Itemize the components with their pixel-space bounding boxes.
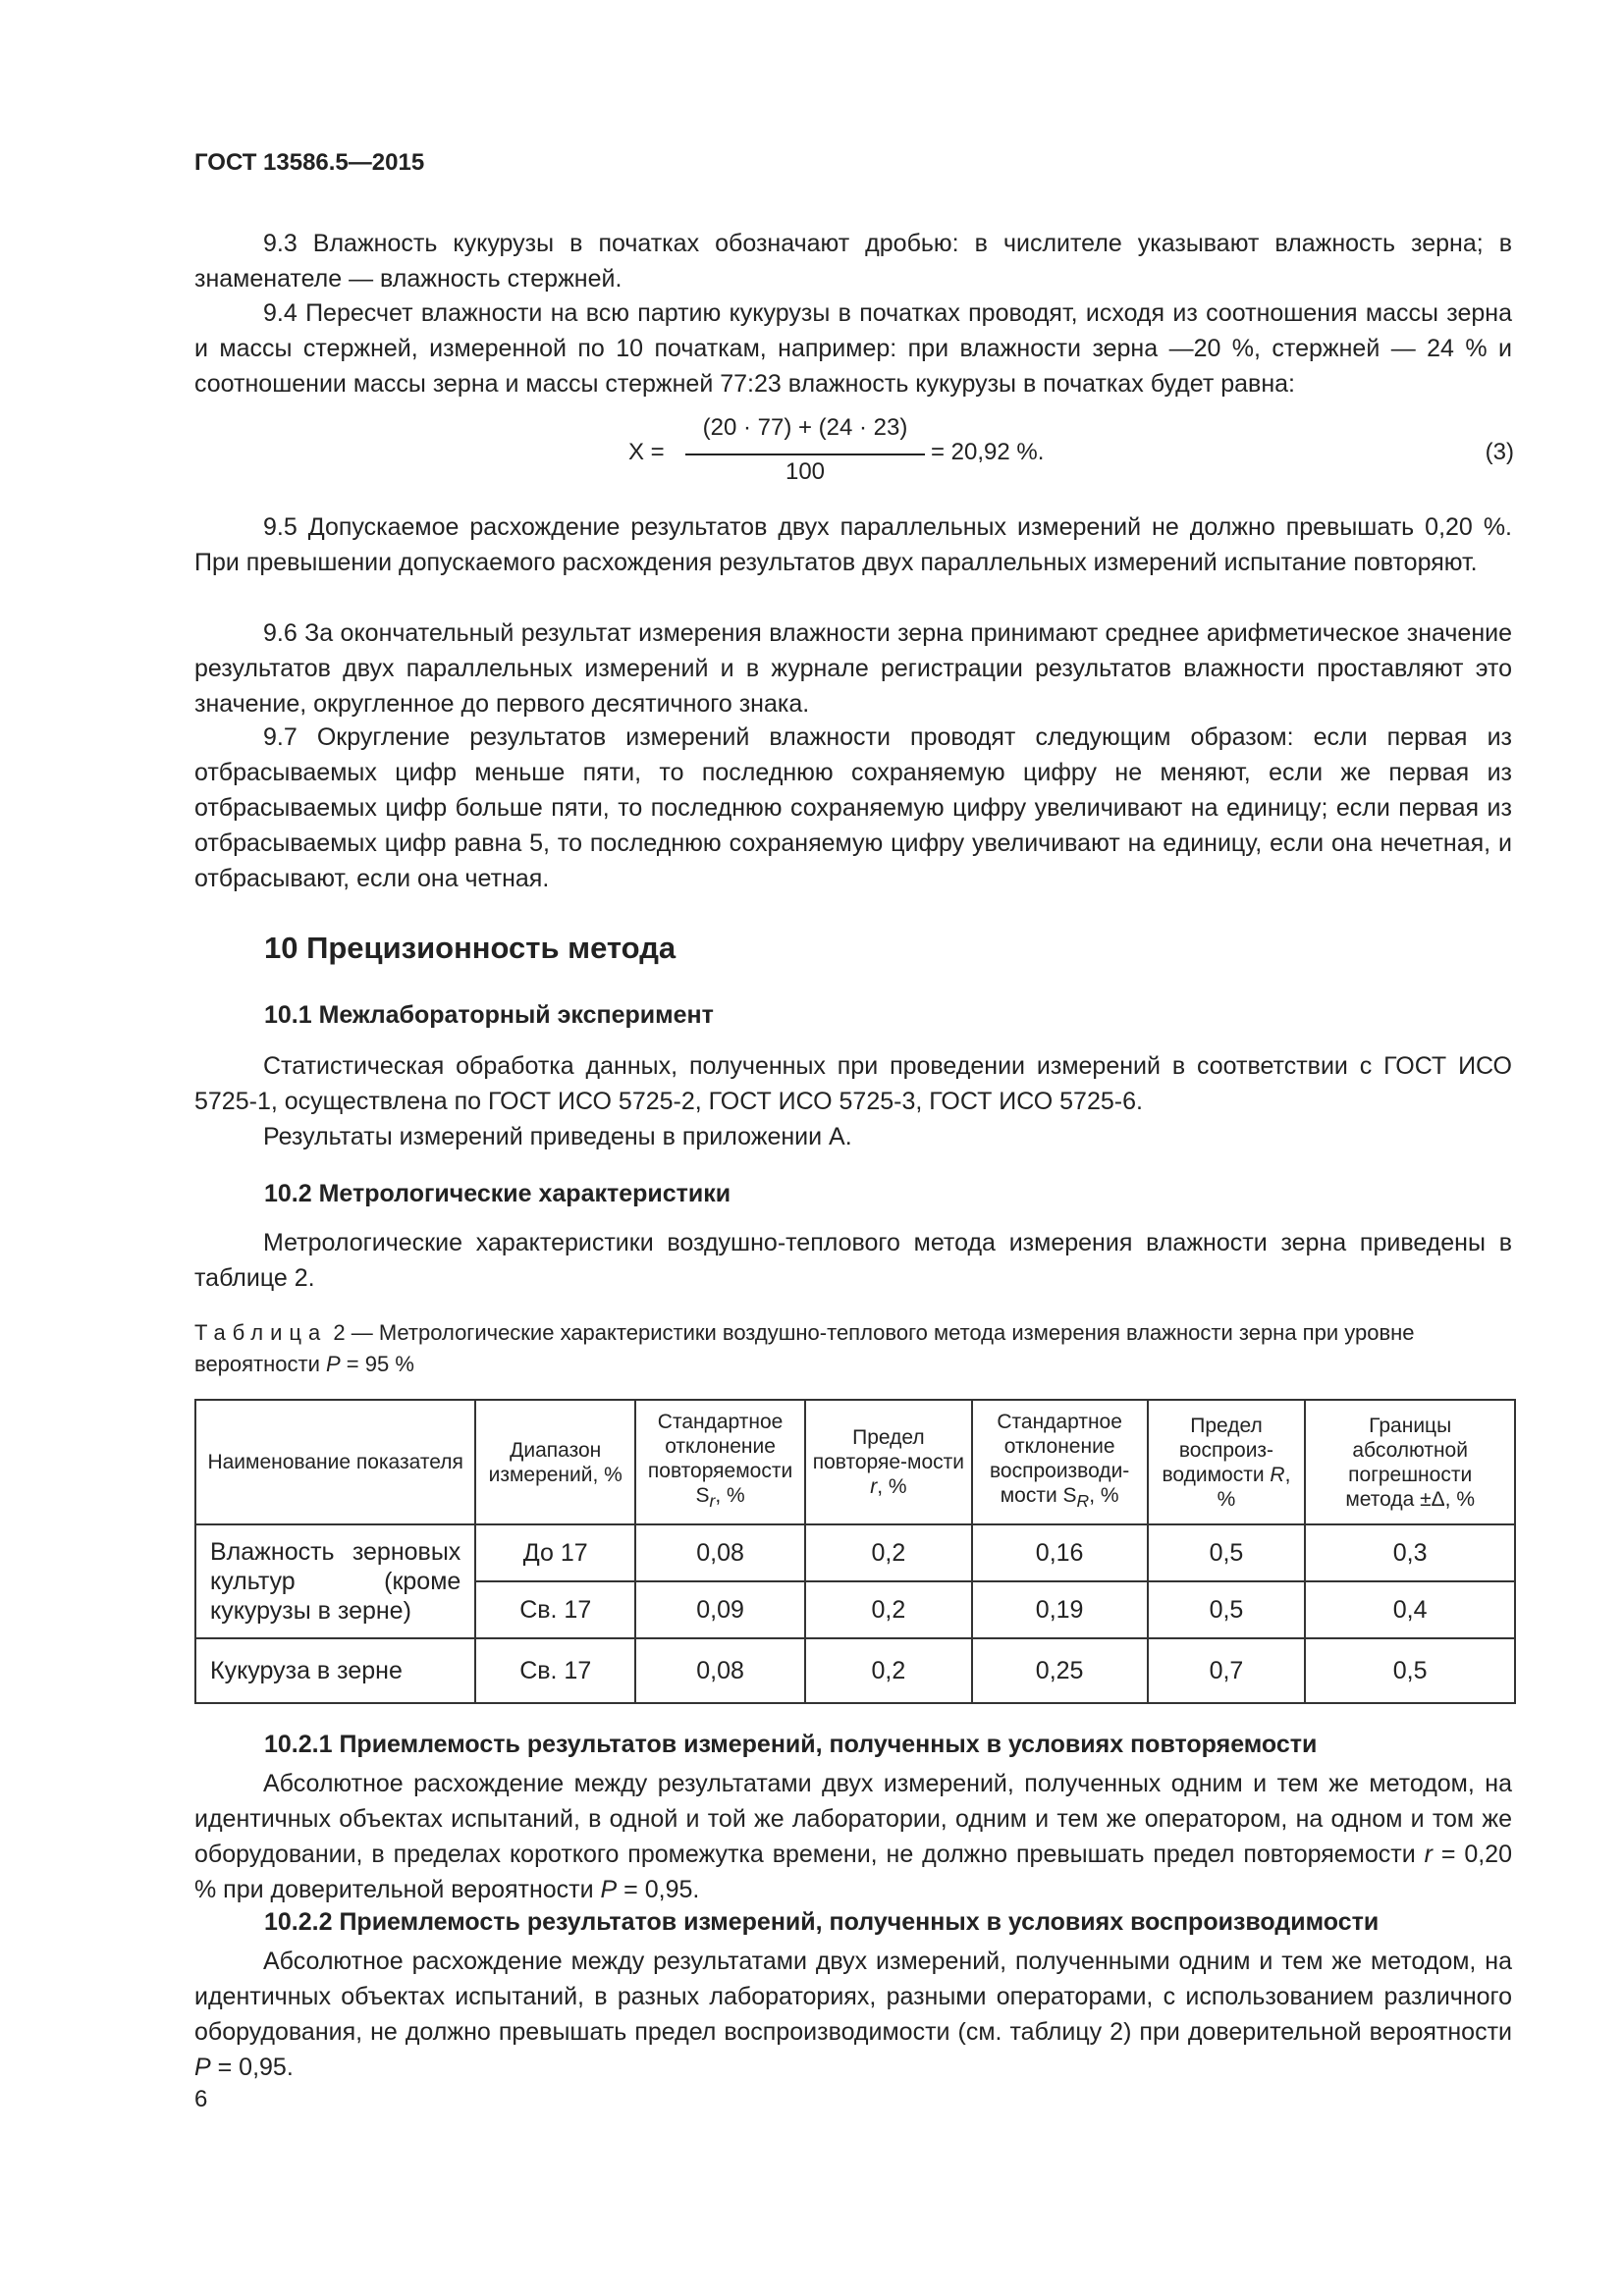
header-repeatability-sd-text: Стандартное отклонение повторяемости S xyxy=(647,1411,793,1508)
header-reproducibility-limit-var: R xyxy=(1270,1463,1285,1486)
header-reproducibility-limit-unit: , % xyxy=(1217,1463,1291,1511)
cell-delta: 0,5 xyxy=(1305,1638,1515,1703)
header-repeatability-sd-unit: , % xyxy=(715,1484,745,1508)
paragraph-10-1-a: Статистическая обработка данных, полученных при проведении измерений в соответствии с ГОСТ ИСО 5725-1, осуществлена по ГОСТ ИСО 5725-2, ГОСТ ИСО 5725-3, ГОСТ ИСО 5725-6. xyxy=(194,1052,1512,1115)
formula-result: = 20,92 %. xyxy=(931,439,1045,465)
paragraph-9-3: 9.3 Влажность кукурузы в початках обозначают дробью: в числителе указывают влажность зерна; в знаменателе — влажность стержней. xyxy=(194,230,1512,293)
header-reproducibility-sd-text: Стандартное отклонение воспроизводи-мости S xyxy=(989,1411,1130,1508)
section-10-2-2-heading: 10.2.2 Приемлемость результатов измерений, полученных в условиях воспроизводимости xyxy=(264,1908,1380,1936)
paragraph-9-6: 9.6 За окончательный результат измерения влажности зерна принимают среднее арифметическое значение результатов двух параллельных измерений и в журнале регистрации результатов влажности проставляют это значение, округленное до первого десятичного знака. xyxy=(194,619,1512,718)
paragraph-10-2-1-mid: = 0,20 % при доверительной вероятности xyxy=(194,1841,1512,1903)
fraction-bar xyxy=(685,454,925,455)
table-2-caption xyxy=(194,1317,1512,1380)
cell-range: Св. 17 xyxy=(475,1638,635,1703)
header-repeatability-sd-sub: r xyxy=(709,1491,716,1512)
table-row xyxy=(195,1638,1515,1703)
header-measurement-range: Диапазон измерений, % xyxy=(475,1400,635,1524)
paragraph-9-4: 9.4 Пересчет влажности на всю партию кукурузы в початках проводят, исходя из соотношения массы зерна и массы стержней, измеренной по 10 початкам, например: при влажности зерна —20 %, стержней — 24 % и соотношении массы зерна и массы стержней 77:23 влажность кукурузы в початках будет равна: xyxy=(194,299,1512,398)
cell-delta: 0,3 xyxy=(1305,1524,1515,1581)
table-caption-text: 2 — Метрологические характеристики воздушно-теплового метода измерения влажности зерна при уровне вероятности xyxy=(194,1320,1415,1376)
metrology-table xyxy=(194,1399,1516,1704)
table-caption-tail: = 95 % xyxy=(340,1352,414,1376)
cell-sr: 0,08 xyxy=(635,1638,805,1703)
paragraph-10-2-1-end: = 0,95. xyxy=(617,1876,700,1903)
header-repeatability-limit-unit: , % xyxy=(877,1475,907,1498)
cell-R: 0,7 xyxy=(1148,1638,1306,1703)
header-indicator-name: Наименование показателя xyxy=(195,1400,475,1524)
header-repeatability-limit xyxy=(805,1400,972,1524)
cell-sr: 0,08 xyxy=(635,1524,805,1581)
formula-numerator: (20 · 77) + (24 · 23) xyxy=(702,414,908,441)
cell-sR: 0,19 xyxy=(972,1581,1148,1638)
table-row xyxy=(195,1524,1515,1581)
page-number: 6 xyxy=(194,2086,208,2112)
header-reproducibility-limit-text: Предел воспроиз-водимости xyxy=(1162,1414,1274,1486)
cell-range: До 17 xyxy=(475,1524,635,1581)
section-10-1-heading: 10.1 Межлабораторный эксперимент xyxy=(264,1001,714,1029)
section-10-heading: 10 Прецизионность метода xyxy=(264,931,677,965)
table-caption-label: Таблица xyxy=(194,1320,328,1345)
row-label-corn-grain: Кукуруза в зерне xyxy=(195,1638,475,1703)
header-error-bounds: Границы абсолютной погрешности метода ±Δ, % xyxy=(1305,1400,1515,1524)
cell-r: 0,2 xyxy=(805,1581,972,1638)
cell-sr: 0,09 xyxy=(635,1581,805,1638)
section-10-2-1-heading: 10.2.1 Приемлемость результатов измерений, полученных в условиях повторяемости xyxy=(264,1731,1318,1758)
var-r: r xyxy=(1424,1841,1433,1868)
paragraph-10-1-b: Результаты измерений приведены в приложении А. xyxy=(263,1123,852,1150)
standard-code-header: ГОСТ 13586.5—2015 xyxy=(194,149,425,176)
table-caption-var: P xyxy=(326,1352,341,1376)
cell-r: 0,2 xyxy=(805,1638,972,1703)
cell-sR: 0,25 xyxy=(972,1638,1148,1703)
cell-range: Св. 17 xyxy=(475,1581,635,1638)
paragraph-10-2-1-text: Абсолютное расхождение между результатами двух измерений, полученных одним и тем же методом, на идентичных объектах испытаний, в одной и той же лаборатории, одним и тем же оператором, на одном и том же оборудовании, в пределах короткого промежутка времени, не должно превышать предел повторяемости xyxy=(194,1770,1512,1868)
formula-number: (3) xyxy=(1485,439,1514,465)
paragraph-10-2-2 xyxy=(194,1944,1512,2085)
header-repeatability-limit-var: r xyxy=(870,1475,878,1498)
paragraph-9-7: 9.7 Округление результатов измерений влажности проводят следующим образом: если первая из отбрасываемых цифр меньше пяти, то последнюю сохраняемую цифру не меняют, если же первая из отбрасываемых цифр больше пяти, то последнюю сохраняемую цифру увеличивают на единицу; если первая из отбрасываемых цифр равна 5, то последнюю сохраняемую цифру увеличивают на единицу, если она нечетная, и отбрасывают, если она четная. xyxy=(194,723,1512,892)
paragraph-9-5: 9.5 Допускаемое расхождение результатов двух параллельных измерений не должно превышать 0,20 %. При превышении допускаемого расхождения результатов двух параллельных измерений испытание повторяют. xyxy=(194,513,1512,576)
header-reproducibility-sd-unit: , % xyxy=(1089,1484,1119,1508)
header-repeatability-limit-text: Предел повторяе-мости xyxy=(812,1426,964,1473)
cell-sR: 0,16 xyxy=(972,1524,1148,1581)
header-reproducibility-sd xyxy=(972,1400,1148,1524)
header-reproducibility-sd-sub: R xyxy=(1076,1491,1090,1512)
formula-lhs: X = xyxy=(628,439,665,465)
cell-delta: 0,4 xyxy=(1305,1581,1515,1638)
paragraph-10-2-1 xyxy=(194,1766,1512,1907)
var-P: P xyxy=(600,1876,618,1903)
formula-3 xyxy=(619,414,1522,493)
header-reproducibility-limit xyxy=(1148,1400,1306,1524)
row-label-grain-crops: Влажность зерновых культур (кроме кукурузы в зерне) xyxy=(195,1524,475,1638)
cell-R: 0,5 xyxy=(1148,1581,1306,1638)
paragraph-10-2-2-text: Абсолютное расхождение между результатами двух измерений, полученными одним и тем же методом, на идентичных объектах испытаний, в разных лабораториях, разными операторами, с использованием различного оборудования, не должно превышать предел воспроизводимости (см. таблицу 2) при доверительной вероятности xyxy=(194,1948,1512,2046)
paragraph-10-2-2-end: = 0,95. xyxy=(210,2054,294,2081)
header-repeatability-sd xyxy=(635,1400,805,1524)
formula-denominator: 100 xyxy=(785,458,826,485)
paragraph-10-2: Метрологические характеристики воздушно-теплового метода измерения влажности зерна приведены в таблице 2. xyxy=(194,1229,1512,1292)
table-header-row xyxy=(195,1400,1515,1524)
cell-r: 0,2 xyxy=(805,1524,972,1581)
cell-R: 0,5 xyxy=(1148,1524,1306,1581)
var-P: P xyxy=(194,2054,211,2081)
section-10-2-heading: 10.2 Метрологические характеристики xyxy=(264,1180,731,1207)
